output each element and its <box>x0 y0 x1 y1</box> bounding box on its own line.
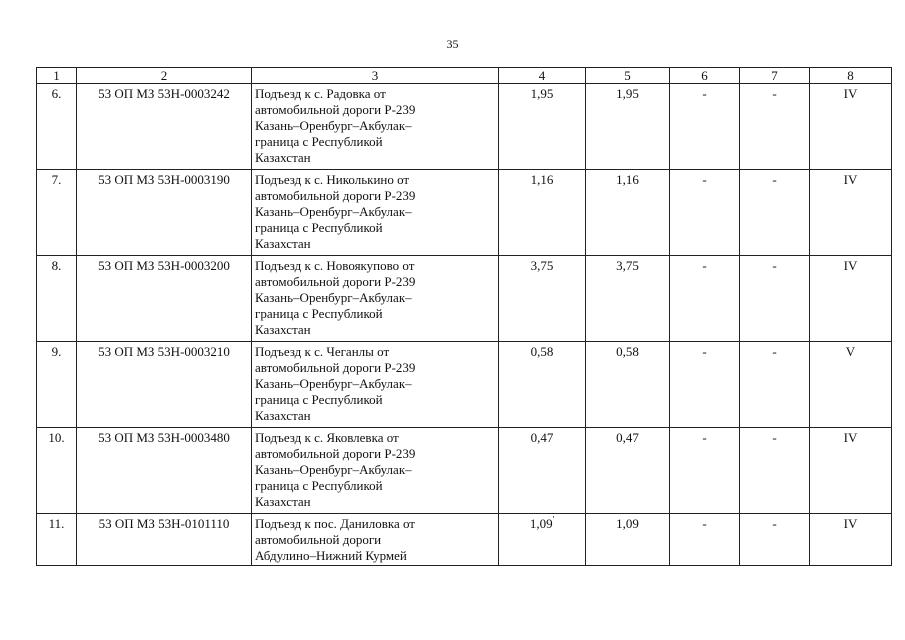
header-row <box>37 68 892 84</box>
row-number: 8. <box>37 256 77 342</box>
value-col6: - <box>670 256 740 342</box>
road-name-line: Подъезд к с. Радовка от <box>255 86 386 101</box>
road-name-line: автомобильной дороги Р-239 <box>255 274 416 289</box>
road-category: IV <box>810 428 892 514</box>
table-row <box>37 84 892 170</box>
length-col4-value: 1,09 <box>529 516 553 531</box>
road-code: 53 ОП МЗ 53Н-0003190 <box>77 170 252 256</box>
value-col6: - <box>670 428 740 514</box>
road-name-line: граница с Республикой <box>255 134 383 149</box>
value-col7: - <box>740 84 810 170</box>
value-col6: - <box>670 84 740 170</box>
length-col4-value: 1,95 <box>530 86 554 101</box>
road-name-line: автомобильной дороги Р-239 <box>255 188 416 203</box>
road-name-line: Казань–Оренбург–Акбулак– <box>255 118 412 133</box>
column-header-8: 8 <box>810 68 892 84</box>
length-col4 <box>499 170 586 256</box>
road-name-line: Казань–Оренбург–Акбулак– <box>255 290 412 305</box>
column-header-7: 7 <box>740 68 810 84</box>
length-col4 <box>499 84 586 170</box>
road-code: 53 ОП МЗ 53Н-0003200 <box>77 256 252 342</box>
column-header-6: 6 <box>670 68 740 84</box>
road-category: V <box>810 342 892 428</box>
road-code: 53 ОП МЗ 53Н-0003480 <box>77 428 252 514</box>
road-name-line: граница с Республикой <box>255 306 383 321</box>
road-name-line: Подъезд к с. Николькино от <box>255 172 410 187</box>
length-col5: 0,58 <box>586 342 670 428</box>
road-code: 53 ОП МЗ 53Н-0003242 <box>77 84 252 170</box>
road-name <box>252 428 499 514</box>
length-col5: 1,09 <box>586 514 670 566</box>
road-name-line: Казахстан <box>255 236 311 251</box>
road-name-line: автомобильной дороги <box>255 532 382 547</box>
road-name <box>252 170 499 256</box>
table-row <box>37 428 892 514</box>
value-col7: - <box>740 514 810 566</box>
value-col6: - <box>670 342 740 428</box>
table-row <box>37 514 892 566</box>
road-name-line: Подъезд к с. Яковлевка от <box>255 430 399 445</box>
length-col4-value: 3,75 <box>530 258 554 273</box>
length-col4-value: 0,47 <box>530 430 554 445</box>
road-code: 53 ОП МЗ 53Н-0003210 <box>77 342 252 428</box>
table-row <box>37 256 892 342</box>
road-name-line: Казань–Оренбург–Акбулак– <box>255 376 412 391</box>
road-name-line: граница с Республикой <box>255 392 383 407</box>
row-number: 6. <box>37 84 77 170</box>
column-header-4: 4 <box>499 68 586 84</box>
road-name-line: граница с Республикой <box>255 478 383 493</box>
value-col7: - <box>740 170 810 256</box>
length-col5: 3,75 <box>586 256 670 342</box>
length-col4-value: 1,16 <box>530 172 554 187</box>
road-name-line: Казахстан <box>255 322 311 337</box>
road-name-line: Подъезд к пос. Даниловка от <box>255 516 415 531</box>
length-col4-value: 0,58 <box>530 344 554 359</box>
length-col4 <box>499 428 586 514</box>
row-number: 10. <box>37 428 77 514</box>
column-header-1: 1 <box>37 68 77 84</box>
row-number: 7. <box>37 170 77 256</box>
length-col5: 1,95 <box>586 84 670 170</box>
value-col7: - <box>740 342 810 428</box>
road-name-line: Подъезд к с. Чеганлы от <box>255 344 390 359</box>
page-number: 35 <box>446 37 459 51</box>
road-name-line: Казахстан <box>255 494 311 509</box>
value-col7: - <box>740 256 810 342</box>
road-category: IV <box>810 84 892 170</box>
footnote-mark: ' <box>552 514 555 525</box>
column-header-5: 5 <box>586 68 670 84</box>
road-name-line: Казань–Оренбург–Акбулак– <box>255 462 412 477</box>
road-name <box>252 514 499 566</box>
road-name-line: Подъезд к с. Новоякупово от <box>255 258 415 273</box>
road-category: IV <box>810 514 892 566</box>
length-col5: 1,16 <box>586 170 670 256</box>
value-col7: - <box>740 428 810 514</box>
road-name <box>252 256 499 342</box>
length-col4 <box>499 256 586 342</box>
table-row <box>37 170 892 256</box>
road-code: 53 ОП МЗ 53Н-0101110 <box>77 514 252 566</box>
road-name-line: автомобильной дороги Р-239 <box>255 446 416 461</box>
road-name-line: Казань–Оренбург–Акбулак– <box>255 204 412 219</box>
road-name <box>252 84 499 170</box>
road-category: IV <box>810 170 892 256</box>
roads-table <box>36 67 892 566</box>
column-header-3: 3 <box>252 68 499 84</box>
column-header-2: 2 <box>77 68 252 84</box>
value-col6: - <box>670 514 740 566</box>
length-col5: 0,47 <box>586 428 670 514</box>
value-col6: - <box>670 170 740 256</box>
table-row <box>37 342 892 428</box>
road-name-line: граница с Республикой <box>255 220 383 235</box>
row-number: 9. <box>37 342 77 428</box>
row-number: 11. <box>37 514 77 566</box>
road-name-line: автомобильной дороги Р-239 <box>255 360 416 375</box>
length-col4 <box>499 514 586 566</box>
road-category: IV <box>810 256 892 342</box>
road-name <box>252 342 499 428</box>
road-name-line: Абдулино–Нижний Курмей <box>255 548 407 563</box>
length-col4 <box>499 342 586 428</box>
road-name-line: Казахстан <box>255 408 311 423</box>
road-name-line: Казахстан <box>255 150 311 165</box>
road-name-line: автомобильной дороги Р-239 <box>255 102 416 117</box>
